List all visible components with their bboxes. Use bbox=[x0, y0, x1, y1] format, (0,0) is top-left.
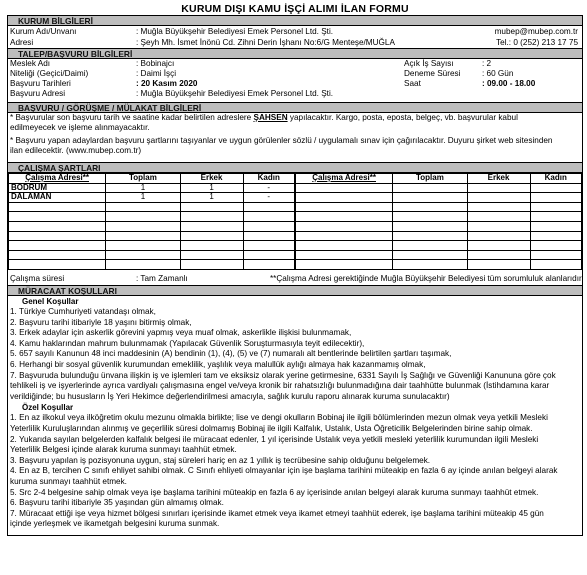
list-item: tehlikeli iş ve işyerlerinde ayrıca vardiyalı çalışmasına engel ve/veya kronik bir rahatsızlığı bulunmadığına dair taahhütte bulunmak (İstihdamına karar bbox=[10, 381, 550, 391]
list-item: içinde yerleşmek ve ikametgah belgesini kuruma sunmak. bbox=[10, 519, 220, 529]
calisma-section bbox=[7, 163, 583, 286]
kurum-header: KURUM BİLGİLERİ bbox=[8, 16, 582, 26]
talep-row-3 bbox=[8, 79, 582, 89]
table-row-empty bbox=[296, 231, 582, 241]
ozel-kosullar-header: Özel Koşullar bbox=[22, 403, 74, 413]
calisma-header: ÇALIŞMA ŞARTLARI bbox=[8, 163, 582, 173]
table-row-empty bbox=[296, 193, 582, 203]
meslek-value: : Bobinajcı bbox=[136, 59, 175, 68]
calisma-note: **Çalışma Adresi gerektiğinde Muğla Büyükşehir Belediyesi tüm sorumluluk alanlarıdır bbox=[270, 273, 582, 283]
gorusme-p1-a: * Başvurular son başvuru tarih ve saatine kadar belirtilen adreslere bbox=[10, 113, 254, 122]
gorusme-paragraph-2 bbox=[8, 136, 582, 156]
acik-label: Açık İş Sayısı bbox=[404, 59, 454, 68]
ozel-kosullar-list bbox=[8, 413, 582, 530]
table-header-row bbox=[9, 174, 295, 184]
list-item: 6. Herhangi bir sosyal güvenlik kurumundan emeklilik, yaşlılık veya malullük aylığı almaya hak kazanmamış olmak, bbox=[10, 359, 426, 369]
kurum-adres-row bbox=[8, 37, 582, 48]
gorusme-p1-d: edilmeyecek ve işleme alınmayacaktır. bbox=[10, 123, 150, 132]
col-header-toplam: Toplam bbox=[393, 174, 467, 184]
table-row-empty bbox=[9, 231, 295, 241]
table-row-empty bbox=[9, 202, 295, 212]
talep-section bbox=[7, 49, 583, 103]
calisma-sure-row bbox=[8, 274, 582, 284]
row-adres: DALAMAN bbox=[9, 193, 106, 203]
table-row-empty bbox=[296, 221, 582, 231]
sure-label: Çalışma süresi bbox=[10, 273, 65, 283]
table-header-row bbox=[296, 174, 582, 184]
table-row bbox=[9, 183, 295, 193]
saat-value: : 09.00 - 18.00 bbox=[482, 79, 536, 88]
list-item: 5. 657 sayılı Kanunun 48 inci maddesinin (A) bendinin (1), (4), (5) ve (7) numaralı alt bentlerinde belirtilen şartları taşımak, bbox=[10, 349, 452, 359]
kurum-ad-row bbox=[8, 26, 582, 37]
table-row-empty bbox=[296, 250, 582, 260]
talep-row-2 bbox=[8, 69, 582, 79]
talep-row-4 bbox=[8, 89, 582, 99]
col-header-erkek: Erkek bbox=[467, 174, 530, 184]
gorusme-paragraph-1 bbox=[8, 113, 582, 133]
table-row-empty bbox=[9, 250, 295, 260]
table-row-empty bbox=[9, 260, 295, 270]
deneme-value: : 60 Gün bbox=[482, 69, 514, 78]
list-item: 5. Src 2-4 belgesine sahip olmak veya işe başlama tarihini müteakip en fazla 6 ay içerisinde anılan belgeyi alarak kuruma sunmayı taahhüt etmek. bbox=[10, 487, 539, 497]
row-adres: BODRUM bbox=[9, 183, 106, 193]
list-item: 1. En az ilkokul veya ilköğretim okulu mezunu olmakla birlikte; lise ve dengi okulların Bobinaj ile ilgili bölümlerinden mezun olmak veya yetkili Mesleki bbox=[10, 413, 548, 423]
table-row-empty bbox=[296, 202, 582, 212]
table-row-empty bbox=[296, 212, 582, 222]
calisma-tables bbox=[8, 173, 582, 270]
list-item: 4. Kamu haklarından mahrum bulunmamak (Yapılacak Güvenlik Soruşturmasıyla teyit edilecektir), bbox=[10, 338, 365, 348]
gorusme-header: BAŞVURU / GÖRÜŞME / MÜLAKAT BİLGİLERİ bbox=[8, 103, 582, 113]
table-row bbox=[9, 193, 295, 203]
gorusme-p2-a: * Başvuru yapan adaylardan başvuru şartlarını taşıyanlar ve uygun görülenler sözlü / uygulamalı sınav için çağırılacaktır. Duyuru şirket web sitesinden bbox=[10, 136, 553, 145]
col-header-toplam: Toplam bbox=[106, 174, 180, 184]
tarih-value: : 20 Kasım 2020 bbox=[136, 79, 198, 88]
kosullar-header: MÜRACAAT KOŞULLARI bbox=[8, 286, 582, 296]
list-item: Yeterlilik Kuruluşlarından alınmış ve geçerlilik süresi dolmamış Bobinaj ile ilgili Kalfalık, Ustalık, Usta Öğreticilik Belgelerinden birine sahip olmak. bbox=[10, 423, 533, 433]
gorusme-section bbox=[7, 103, 583, 163]
kurum-ad-label: Kurum Adı/Unvanı bbox=[10, 27, 77, 36]
list-item: 7. Müracaat ettiği işe veya hizmet bölgesi sınırları içerisinde ikamet etmek veya ikamet etmeyi taahhüt ederek, işe başlama tarihini müteakip 45 gün bbox=[10, 508, 544, 518]
row-kadin: - bbox=[243, 193, 295, 203]
gorusme-p2-b: ilan edilecektir. (www.mubep.com.tr) bbox=[10, 146, 142, 155]
row-toplam: 1 bbox=[106, 183, 180, 193]
gorusme-p1-sahsen: ŞAHSEN bbox=[253, 113, 288, 122]
list-item: verildiğinde; bu hususların İş Yeri Hekimce değerlendirilmesi amacıyla, sağlık kurulu raporu alınarak kuruma sunulacaktır) bbox=[10, 391, 450, 401]
table-row-empty bbox=[296, 183, 582, 193]
table-row-empty bbox=[296, 260, 582, 270]
kurum-adres-label: Adresi bbox=[10, 38, 34, 47]
kurum-adres-value: : Şeyh Mh. İsmet İnönü Cd. Zihni Derin İşhanı No:6/G Menteşe/MUĞLA bbox=[136, 38, 395, 47]
list-item: 2. Başvuru tarihi itibariyle 18 yaşını bitirmiş olmak, bbox=[10, 317, 192, 327]
col-header-kadin: Kadın bbox=[530, 174, 582, 184]
list-item: 7. Başvuruda bulunduğu ünvana ilişkin iş ve işlemleri tam ve eksiksiz olarak yerine getirmesine, 6331 Sayılı İş Sağlığı ve Güvenliği Kanununa göre çok bbox=[10, 370, 556, 380]
calisma-table-right bbox=[295, 173, 582, 270]
table-row-empty bbox=[9, 221, 295, 231]
col-header-adres: Çalışma Adresi** bbox=[296, 174, 393, 184]
tarih-label: Başvuru Tarihleri bbox=[10, 79, 71, 88]
table-row-empty bbox=[9, 212, 295, 222]
nitelik-value: : Daimi İşçi bbox=[136, 69, 177, 78]
list-item: 3. Başvuru yapılan iş pozisyonuna uygun, staj süreleri hariç en az 1 yıllık iş tecrübesine sahip olduğunu belgelemek. bbox=[10, 455, 431, 465]
row-toplam: 1 bbox=[106, 193, 180, 203]
list-item: Yeterlilik Belgesi içinde alarak kuruma sunmayı taahhüt etmek. bbox=[10, 445, 237, 455]
calisma-table-left bbox=[8, 173, 295, 270]
row-erkek: 1 bbox=[180, 183, 243, 193]
col-header-erkek: Erkek bbox=[180, 174, 243, 184]
form-title: KURUM DIŞI KAMU İŞÇİ ALIMI İLAN FORMU bbox=[181, 3, 409, 15]
saat-label: Saat bbox=[404, 79, 421, 88]
kurum-section bbox=[7, 15, 583, 49]
kurum-tel: Tel.: 0 (252) 213 17 75 bbox=[496, 38, 578, 47]
row-erkek: 1 bbox=[180, 193, 243, 203]
talep-row-1 bbox=[8, 59, 582, 69]
nitelik-label: Niteliği (Geçici/Daimi) bbox=[10, 69, 89, 78]
kosullar-section bbox=[7, 286, 583, 536]
meslek-label: Meslek Adı bbox=[10, 59, 51, 68]
deneme-label: Deneme Süresi bbox=[404, 69, 461, 78]
genel-kosullar-header: Genel Koşullar bbox=[22, 297, 79, 306]
list-item: 4. En az B, tercihen C sınıfı ehliyet sahibi olmak. C Sınıfı ehliyeti olmayanlar için işe başlama tarihini müteakip en fazla 6 ay içinde anılan belgeyi alarak bbox=[10, 466, 558, 476]
talep-header: TALEP/BAŞVURU BİLGİLERİ bbox=[8, 49, 582, 59]
kurum-email: mubep@mubep.com.tr bbox=[494, 27, 578, 36]
genel-kosullar-list bbox=[8, 307, 582, 402]
table-row-empty bbox=[296, 241, 582, 251]
basvuru-adres-value: : Muğla Büyükşehir Belediyesi Emek Personel Ltd. Şti. bbox=[136, 89, 334, 98]
list-item: 6. Başvuru tarihi itibariyle 35 yaşından gün almamış olmak. bbox=[10, 498, 224, 508]
row-kadin: - bbox=[243, 183, 295, 193]
acik-value: : 2 bbox=[482, 59, 492, 68]
col-header-adres: Çalışma Adresi** bbox=[9, 174, 106, 184]
sure-value: : Tam Zamanlı bbox=[136, 273, 188, 283]
form-page bbox=[7, 0, 583, 575]
col-header-kadin: Kadın bbox=[243, 174, 295, 184]
basvuru-adres-label: Başvuru Adresi bbox=[10, 89, 66, 98]
gorusme-p1-c: yapılacaktır. Kargo, posta, eposta, belgeç, vb. başvurular kabul bbox=[287, 113, 518, 122]
list-item: 3. Erkek adaylar için askerlik görevini yapmış veya muaf olmak, askerlikle ilişkisi bulunmamak, bbox=[10, 328, 352, 338]
list-item: kuruma sunmayı taahhüt etmek. bbox=[10, 476, 127, 486]
list-item: 1. Türkiye Cumhuriyeti vatandaşı olmak, bbox=[10, 307, 156, 316]
kurum-ad-value: : Muğla Büyükşehir Belediyesi Emek Personel Ltd. Şti. bbox=[136, 27, 334, 36]
table-row-empty bbox=[9, 241, 295, 251]
list-item: 2. Yukarıda sayılan belgelerden kalfalık belgesi ile müracaat edenler, 1 yıl içerisinde Ustalık veya yetkili mesleki yeterlilik kurumundan ilgili Mesleki bbox=[10, 434, 539, 444]
